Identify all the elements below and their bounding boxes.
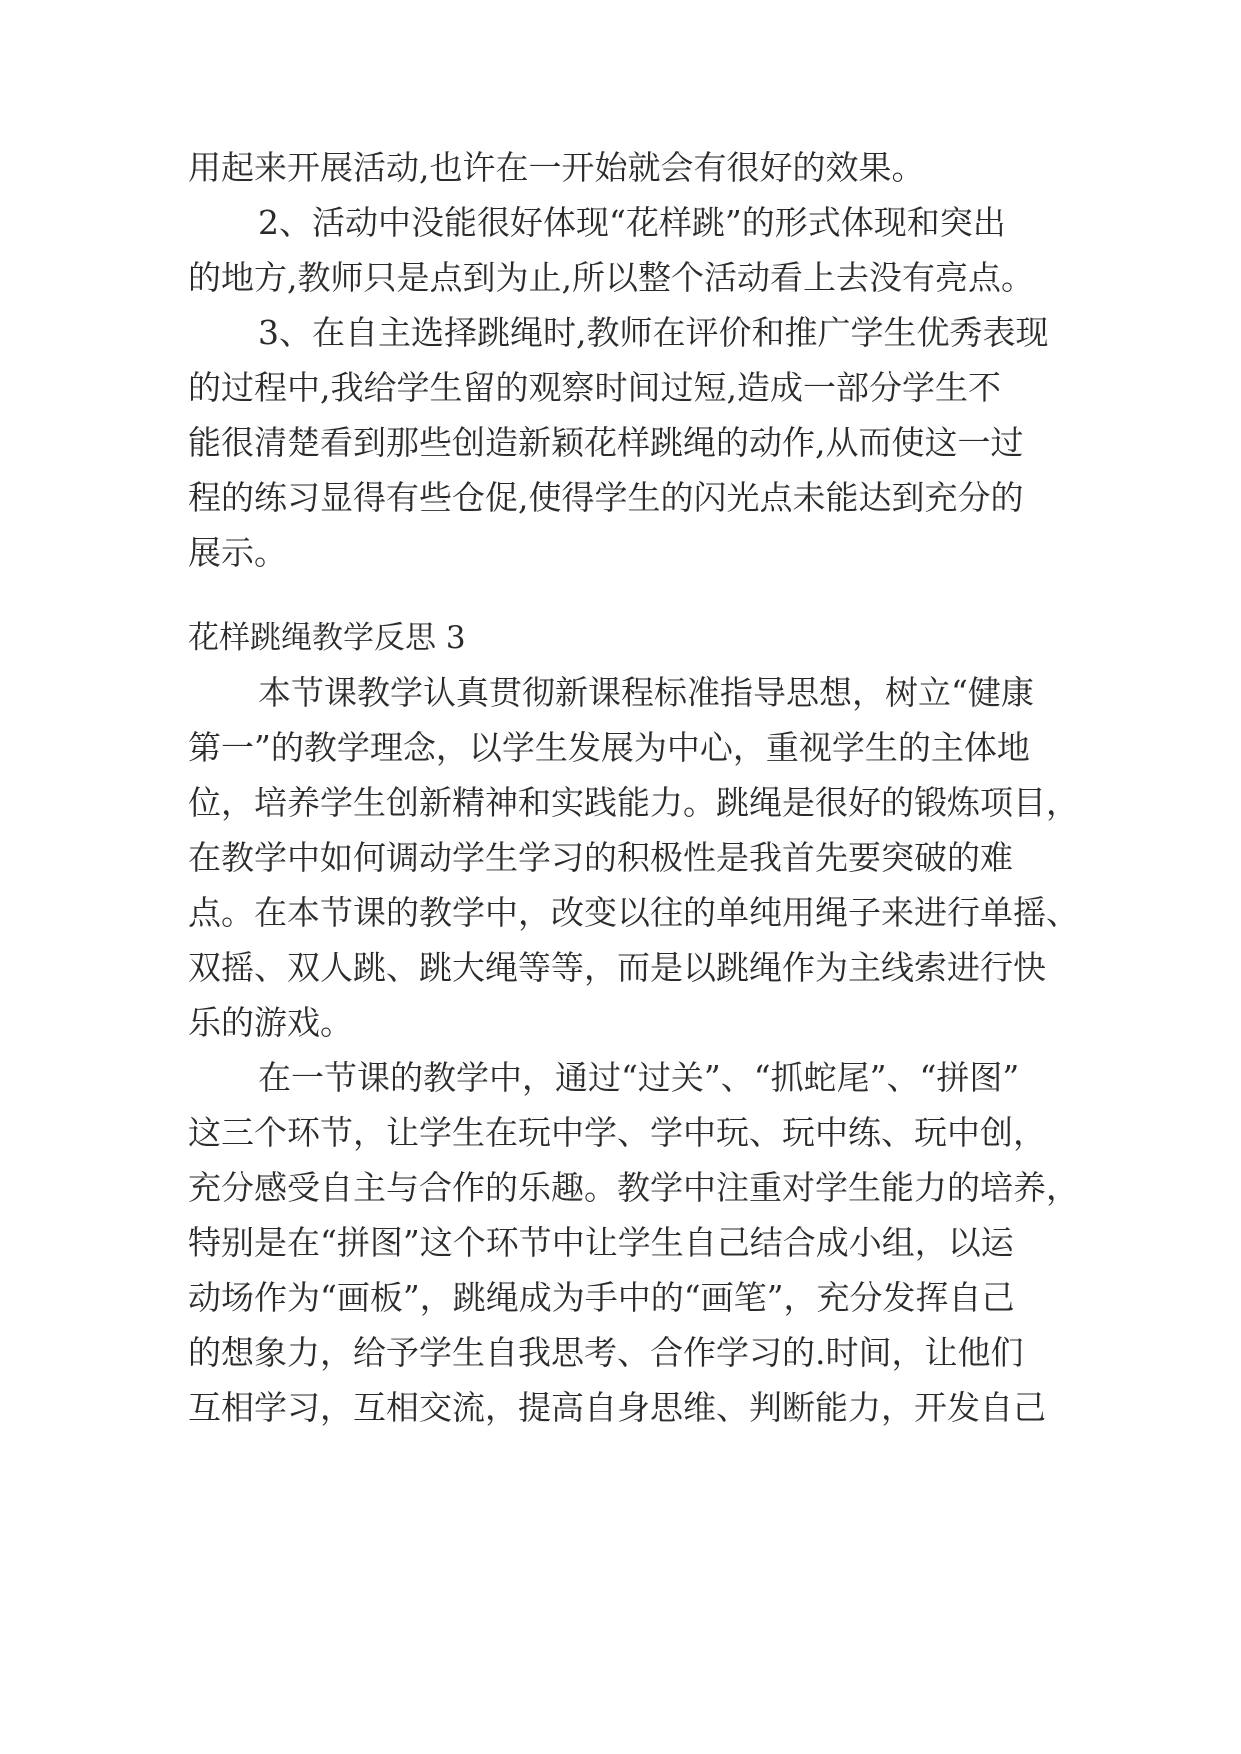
text-line: 的过程中,我给学生留的观察时间过短,造成一部分学生不	[188, 368, 1001, 407]
text-line: 充分感受自主与合作的乐趣。教学中注重对学生能力的培养，	[188, 1168, 1079, 1207]
text-line: 动场作为“画板”，跳绳成为手中的“画笔”，充分发挥自己	[188, 1278, 1015, 1317]
text-line: 乐的游戏。	[188, 1003, 353, 1042]
text-line: 的地方,教师只是点到为止,所以整个活动看上去没有亮点。	[188, 258, 1034, 297]
text-line: 互相学习，互相交流，提高自身思维、判断能力，开发自己	[188, 1388, 1046, 1427]
section-title: 花样跳绳教学反思 3	[188, 620, 466, 656]
text-line: 程的练习显得有些仓促,使得学生的闪光点未能达到充分的	[188, 478, 1024, 517]
text-line: 能很清楚看到那些创造新颖花样跳绳的动作,从而使这一过	[188, 423, 1024, 462]
text-line: 的想象力，给予学生自我思考、合作学习的.时间，让他们	[188, 1333, 1024, 1372]
text-line: 本节课教学认真贯彻新课程标准指导思想，树立“健康	[258, 673, 1034, 712]
text-line: 双摇、双人跳、跳大绳等等，而是以跳绳作为主线索进行快	[188, 948, 1046, 987]
text-line: 用起来开展活动,也许在一开始就会有很好的效果。	[188, 148, 925, 187]
text-line: 展示。	[188, 533, 287, 572]
text-line: 在一节课的教学中，通过“过关”、“抓蛇尾”、“拼图”	[258, 1058, 1020, 1097]
text-line: 3、在自主选择跳绳时,教师在评价和推广学生优秀表现	[258, 313, 1049, 352]
text-line: 在教学中如何调动学生学习的积极性是我首先要突破的难	[188, 838, 1013, 877]
text-line: 点。在本节课的教学中，改变以往的单纯用绳子来进行单摇、	[188, 893, 1079, 932]
text-line: 特别是在“拼图”这个环节中让学生自己结合成小组，以运	[188, 1223, 1014, 1262]
text-line: 位，培养学生创新精神和实践能力。跳绳是很好的锻炼项目，	[188, 783, 1079, 822]
text-line: 这三个环节，让学生在玩中学、学中玩、玩中练、玩中创，	[188, 1113, 1046, 1152]
text-line: 第一”的教学理念，以学生发展为中心，重视学生的主体地	[188, 728, 1030, 767]
text-line: 2、活动中没能很好体现“花样跳”的形式体现和突出	[258, 203, 1006, 242]
